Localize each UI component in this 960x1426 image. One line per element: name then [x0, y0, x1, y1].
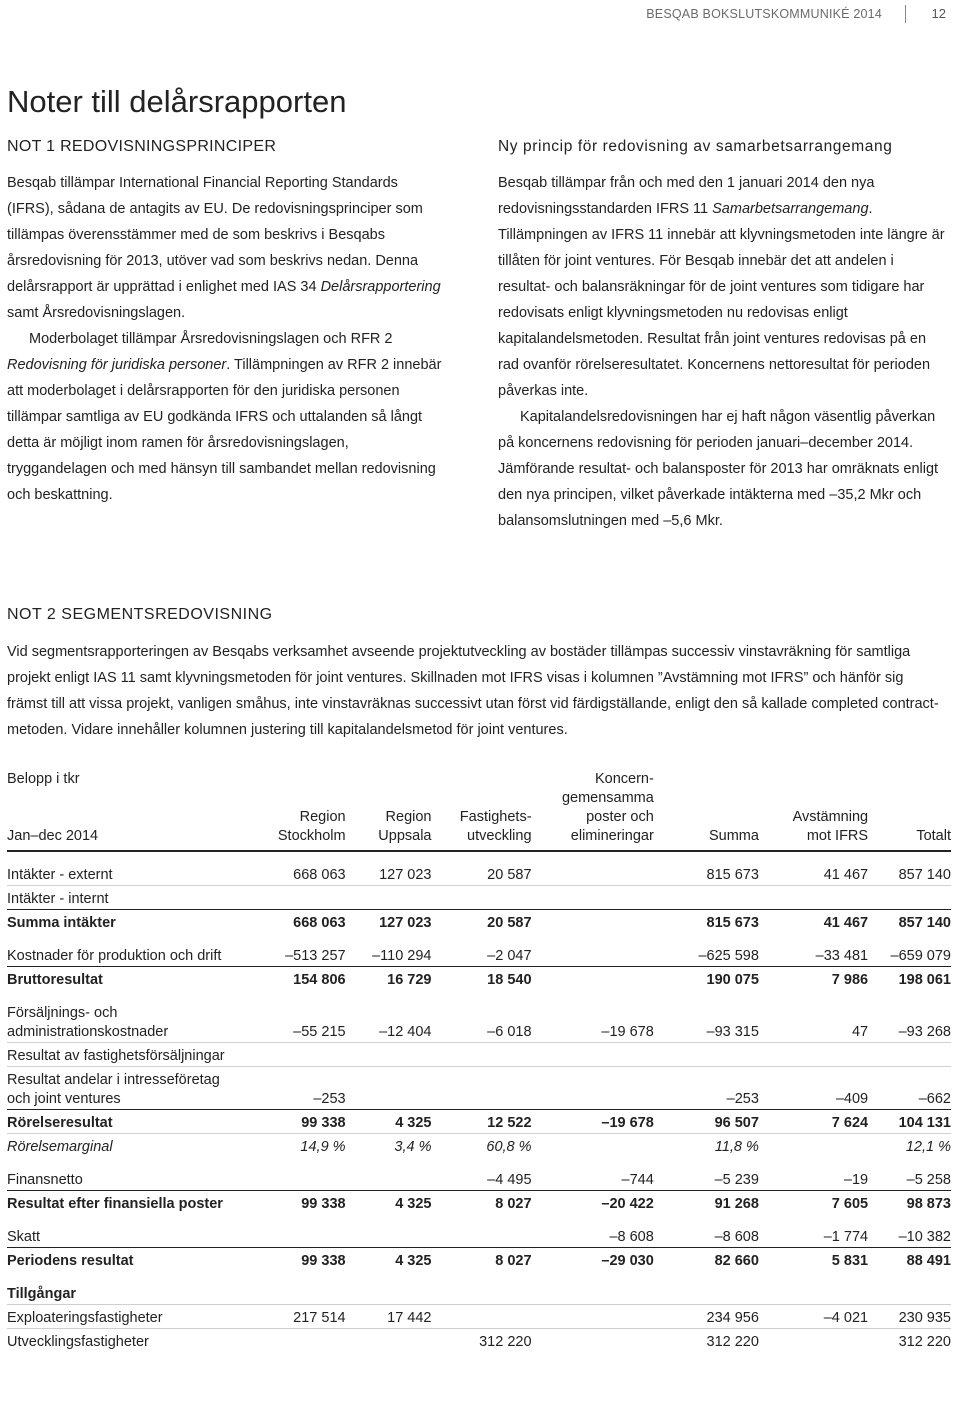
table-unit-label: Belopp i tkr — [7, 771, 80, 787]
cell-avstamning-ifrs — [759, 1281, 868, 1305]
row-label: Intäkter - internt — [7, 886, 260, 910]
cell-fastighetsutveckling — [431, 1281, 531, 1305]
page-header — [0, 0, 960, 28]
cell-fastighetsutveckling: 8 027 — [431, 1191, 531, 1215]
column-header-region-stockholm: Region Stockholm — [260, 770, 346, 851]
table-row — [7, 1224, 951, 1248]
table-row — [7, 862, 951, 886]
column-header-region-uppsala: Region Uppsala — [346, 770, 432, 851]
cell-fastighetsutveckling — [431, 1043, 531, 1067]
cell-summa — [654, 1043, 759, 1067]
cell-region-uppsala: 4 325 — [346, 1248, 432, 1272]
table-header-row — [7, 770, 951, 851]
cell-koncerngemensamma: –8 608 — [609, 1229, 654, 1245]
column-header-fastighetsutveckling: Fastighets- utveckling — [431, 770, 531, 851]
cell-totalt: 857 140 — [898, 867, 951, 883]
row-label: Summa intäkter — [7, 910, 260, 934]
cell-fastighetsutveckling: –2 047 — [487, 948, 532, 964]
cell-totalt — [868, 1281, 951, 1305]
table-row — [7, 943, 951, 967]
cell-totalt: –93 268 — [898, 1024, 951, 1040]
cell-region-stockholm: 217 514 — [260, 1305, 346, 1329]
cell-fastighetsutveckling: 12 522 — [431, 1110, 531, 1134]
table-row — [7, 1167, 951, 1191]
cell-koncerngemensamma — [532, 886, 654, 910]
cell-summa: –5 239 — [714, 1172, 759, 1188]
cell-summa: 815 673 — [706, 867, 759, 883]
row-spacer — [7, 1214, 951, 1224]
column-header-summa: Summa — [654, 770, 759, 851]
cell-koncerngemensamma — [532, 1281, 654, 1305]
cell-region-uppsala — [346, 1329, 432, 1353]
table-row — [7, 1191, 951, 1215]
table-row — [7, 1248, 951, 1272]
row-spacer — [7, 1157, 951, 1167]
cell-summa: 312 220 — [654, 1329, 759, 1353]
cell-region-uppsala — [346, 1067, 432, 1110]
cell-totalt: 312 220 — [868, 1329, 951, 1353]
row-label: Rörelseresultat — [7, 1110, 260, 1134]
row-spacer — [7, 933, 951, 943]
cell-summa: 96 507 — [654, 1110, 759, 1134]
row-label: Resultat andelar i intresseföretag och joint ventures — [7, 1067, 260, 1110]
cell-avstamning-ifrs: –409 — [759, 1067, 868, 1110]
cell-region-stockholm: 14,9 % — [260, 1134, 346, 1158]
cell-totalt — [868, 886, 951, 910]
cell-avstamning-ifrs — [759, 1134, 868, 1158]
cell-avstamning-ifrs: 5 831 — [759, 1248, 868, 1272]
cell-fastighetsutveckling: 20 587 — [487, 867, 532, 883]
cell-region-uppsala: –12 404 — [379, 1024, 432, 1040]
cell-summa: 815 673 — [654, 910, 759, 934]
cell-region-stockholm: 668 063 — [293, 867, 346, 883]
cell-fastighetsutveckling: –4 495 — [487, 1172, 532, 1188]
cell-region-uppsala — [346, 1281, 432, 1305]
cell-fastighetsutveckling — [431, 1224, 531, 1248]
table-row — [7, 1043, 951, 1067]
note2-heading: NOT 2 SEGMENTSREDOVISNING — [7, 606, 273, 623]
cell-summa: –8 608 — [714, 1229, 759, 1245]
cell-summa: 82 660 — [654, 1248, 759, 1272]
cell-region-uppsala — [346, 1167, 432, 1191]
cell-koncerngemensamma: –744 — [621, 1172, 654, 1188]
cell-region-stockholm: –55 215 — [293, 1024, 346, 1040]
cell-summa — [654, 886, 759, 910]
cell-region-uppsala: 3,4 % — [346, 1134, 432, 1158]
cell-koncerngemensamma — [532, 1067, 654, 1110]
cell-region-stockholm: 99 338 — [260, 1191, 346, 1215]
cell-fastighetsutveckling: 20 587 — [431, 910, 531, 934]
cell-totalt: 88 491 — [868, 1248, 951, 1272]
cell-avstamning-ifrs: 7 986 — [759, 967, 868, 991]
cell-koncerngemensamma — [532, 910, 654, 934]
table-header-period — [7, 770, 260, 851]
table-period-label: Jan–dec 2014 — [7, 828, 99, 844]
table-row — [7, 1305, 951, 1329]
cell-region-stockholm — [260, 1167, 346, 1191]
cell-region-stockholm — [260, 1281, 346, 1305]
cell-fastighetsutveckling: 18 540 — [431, 967, 531, 991]
cell-avstamning-ifrs — [759, 1043, 868, 1067]
cell-totalt: –5 258 — [906, 1172, 951, 1188]
cell-summa — [654, 1281, 759, 1305]
cell-totalt: 98 873 — [868, 1191, 951, 1215]
cell-koncerngemensamma — [532, 1134, 654, 1158]
cell-region-stockholm: –253 — [260, 1067, 346, 1110]
row-label: Rörelsemarginal — [7, 1134, 260, 1158]
page-number: 12 — [931, 6, 946, 21]
cell-fastighetsutveckling — [431, 1067, 531, 1110]
table-row — [7, 910, 951, 934]
cell-koncerngemensamma: –29 030 — [532, 1248, 654, 1272]
cell-region-uppsala: 127 023 — [346, 910, 432, 934]
new-principle-paragraph-2: Kapitalandelsredovisningen har ej haft någon väsentlig påverkan på koncernens redovisning för perioden januari–december 2014. Jämförande resultat- och balansposter för 2013 har omräknats enligt den nya principen, vilket påverkade intäkterna med –35,2 Mkr och balansomslutningen med –5,6 Mkr. — [498, 409, 939, 529]
row-label: Försäljnings- och administrationskostnader — [7, 1005, 169, 1040]
cell-avstamning-ifrs: –33 481 — [815, 948, 869, 964]
cell-koncerngemensamma — [532, 1305, 654, 1329]
row-label: Exploateringsfastigheter — [7, 1305, 260, 1329]
note1-paragraph-2: Moderbolaget tillämpar Årsredovisningslagen och RFR 2 Redovisning för juridiska personer. Tillämpningen av RFR 2 innebär att moderbolaget i delårsrapporten för den juridiska personen tillämpar samtliga av EU godkända IFRS och uttalanden så långt detta är möjligt inom ramen för årsredovisningslagen, tryggandelagen och med hänsyn till sambandet mellan redovisning och beskattning. — [7, 331, 442, 503]
cell-avstamning-ifrs: 41 467 — [759, 910, 868, 934]
cell-koncerngemensamma — [532, 1329, 654, 1353]
cell-totalt: 857 140 — [868, 910, 951, 934]
cell-fastighetsutveckling: 312 220 — [431, 1329, 531, 1353]
cell-totalt: –662 — [868, 1067, 951, 1110]
cell-koncerngemensamma: –20 422 — [532, 1191, 654, 1215]
row-label: Finansnetto — [7, 1172, 83, 1188]
cell-fastighetsutveckling: 60,8 % — [431, 1134, 531, 1158]
row-spacer — [7, 851, 951, 862]
cell-region-stockholm — [260, 886, 346, 910]
cell-summa: –253 — [654, 1067, 759, 1110]
cell-koncerngemensamma — [532, 862, 654, 886]
cell-region-uppsala: 17 442 — [346, 1305, 432, 1329]
cell-totalt: 230 935 — [868, 1305, 951, 1329]
note1-heading: NOT 1 REDOVISNINGSPRINCIPER — [7, 138, 277, 155]
cell-summa: 234 956 — [654, 1305, 759, 1329]
cell-totalt: 104 131 — [868, 1110, 951, 1134]
table-row — [7, 1329, 951, 1353]
row-spacer — [7, 1271, 951, 1281]
cell-region-stockholm: 99 338 — [260, 1248, 346, 1272]
cell-avstamning-ifrs — [759, 1329, 868, 1353]
segment-table — [7, 770, 951, 1352]
new-principle-heading: Ny princip för redovisning av samarbetsarrangemang — [498, 138, 893, 155]
cell-region-uppsala: 16 729 — [346, 967, 432, 991]
cell-avstamning-ifrs: –4 021 — [759, 1305, 868, 1329]
cell-koncerngemensamma — [532, 967, 654, 991]
column-header-totalt: Totalt — [868, 770, 951, 851]
cell-fastighetsutveckling: 8 027 — [431, 1248, 531, 1272]
cell-totalt: 198 061 — [868, 967, 951, 991]
row-label: Bruttoresultat — [7, 967, 260, 991]
cell-region-uppsala: 4 325 — [346, 1110, 432, 1134]
row-label: Utvecklingsfastigheter — [7, 1329, 260, 1353]
cell-avstamning-ifrs: 7 605 — [759, 1191, 868, 1215]
cell-region-stockholm — [260, 1224, 346, 1248]
new-principle-paragraph-1: Besqab tillämpar från och med den 1 januari 2014 den nya redovisningsstandarden IFRS 11 Samarbetsarrangemang. Tillämpningen av IFRS 11 innebär att klyvningsmetoden inte längre är tillåten för joint ventures. För Besqab innebär det att andelen i resultat- och balansräkningar för de joint ventures som tidigare har redovisats enligt klyvningsmetoden nu redovisas enligt kapitalandelsmetoden. Resultat från joint ventures redovisas på en rad ovanför rörelseresultatet. Koncernens nettoresultat för perioden påverkas inte. — [498, 175, 945, 399]
cell-region-stockholm: 668 063 — [260, 910, 346, 934]
cell-region-uppsala: –110 294 — [372, 948, 432, 964]
row-label: Skatt — [7, 1229, 41, 1245]
row-label: Intäkter - externt — [7, 867, 113, 883]
cell-region-stockholm: 154 806 — [260, 967, 346, 991]
cell-region-uppsala — [346, 1043, 432, 1067]
row-spacer — [7, 990, 951, 1000]
cell-summa: 190 075 — [654, 967, 759, 991]
table-row — [7, 1067, 951, 1110]
cell-fastighetsutveckling: –6 018 — [487, 1024, 532, 1040]
cell-totalt — [868, 1043, 951, 1067]
page-title: Noter till delårsrapporten — [7, 84, 347, 119]
cell-region-uppsala: 127 023 — [379, 867, 432, 883]
table-row — [7, 1000, 951, 1043]
table-row — [7, 967, 951, 991]
cell-totalt: –659 079 — [890, 948, 951, 964]
cell-region-uppsala — [346, 1224, 432, 1248]
row-label: Tillgångar — [7, 1286, 77, 1302]
cell-fastighetsutveckling — [431, 886, 531, 910]
cell-region-stockholm: 99 338 — [260, 1110, 346, 1134]
cell-koncerngemensamma: –19 678 — [532, 1110, 654, 1134]
cell-summa: 91 268 — [654, 1191, 759, 1215]
cell-avstamning-ifrs: –1 774 — [823, 1229, 869, 1245]
cell-region-uppsala — [346, 886, 432, 910]
row-label: Periodens resultat — [7, 1248, 260, 1272]
cell-avstamning-ifrs: 47 — [851, 1024, 869, 1040]
cell-koncerngemensamma: –19 678 — [601, 1024, 654, 1040]
table-row — [7, 1281, 951, 1305]
note1-section — [7, 138, 447, 508]
cell-region-stockholm — [260, 1329, 346, 1353]
cell-avstamning-ifrs: 7 624 — [759, 1110, 868, 1134]
cell-avstamning-ifrs — [759, 886, 868, 910]
row-label: Kostnader för produktion och drift — [7, 948, 222, 964]
cell-region-stockholm: –513 257 — [285, 948, 346, 964]
note1-paragraph-1: Besqab tillämpar International Financial Reporting Standards (IFRS), sådana de antagits av EU. De redovisningsprinciper som tillämpas överensstämmer med de som beskrivs i Besqabs årsredovisning för 2013, utöver vad som beskrivs nedan. Denna delårsrapport är upprättad i enlighet med IAS 34 Delårsrapportering samt Årsredovisningslagen. — [7, 175, 441, 321]
cell-avstamning-ifrs: 41 467 — [823, 867, 869, 883]
cell-summa: 11,8 % — [654, 1134, 759, 1158]
cell-fastighetsutveckling — [431, 1305, 531, 1329]
cell-summa: –93 315 — [706, 1024, 759, 1040]
header-divider — [905, 5, 906, 23]
cell-avstamning-ifrs: –19 — [843, 1172, 869, 1188]
table-row — [7, 1110, 951, 1134]
row-label: Resultat av fastighetsförsäljningar — [7, 1043, 260, 1067]
cell-region-uppsala: 4 325 — [346, 1191, 432, 1215]
cell-totalt: –10 382 — [898, 1229, 951, 1245]
column-header-avstamning-ifrs: Avstämning mot IFRS — [759, 770, 868, 851]
row-label: Resultat efter finansiella poster — [7, 1191, 260, 1215]
new-principle-section — [498, 138, 948, 534]
cell-totalt: 12,1 % — [868, 1134, 951, 1158]
cell-region-stockholm — [260, 1043, 346, 1067]
cell-koncerngemensamma — [532, 943, 654, 967]
cell-summa: –625 598 — [698, 948, 759, 964]
cell-koncerngemensamma — [532, 1043, 654, 1067]
table-row — [7, 1134, 951, 1158]
report-title: BESQAB BOKSLUTSKOMMUNIKÉ 2014 — [646, 7, 882, 21]
column-header-koncerngemensamma: Koncern- gemensamma poster och elimineringar — [532, 770, 654, 851]
note2-paragraph: Vid segmentsrapporteringen av Besqabs verksamhet avseende projektutveckling av bostäder tillämpas successiv vinstavräkning för samtliga projekt enligt IAS 11 samt klyvningsmetoden för joint ventures. Skillnaden mot IFRS visas i kolumnen ”Avstämning mot IFRS” och hänför sig främst till att vissa projekt, vanligen småhus, inte vinstavräknas successivt utan först vid färdigställande, enligt den så kallade completed contract-metoden. Vidare innehåller kolumnen justering till kapitalandelsmetod för joint ventures. — [7, 644, 939, 738]
table-row — [7, 886, 951, 910]
